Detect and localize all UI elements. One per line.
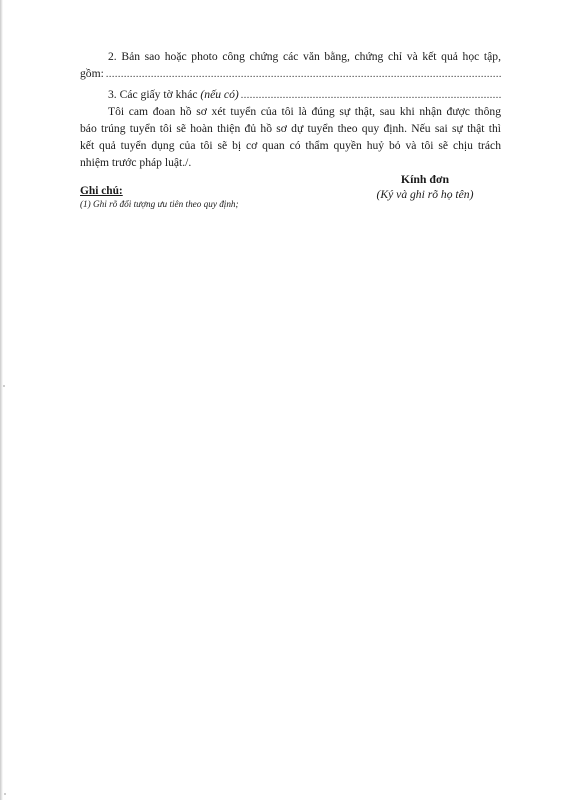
- item-3-lead: 3. Các giấy tờ khác: [108, 88, 198, 101]
- item-3-qualifier: (nếu có): [200, 88, 239, 101]
- fill-in-dots: [106, 66, 501, 83]
- declaration-line-2: báo trúng tuyển tôi sẽ hoàn thiện đủ hồ sơ dự tuyển theo quy định. Nếu sai sự thật thì: [80, 122, 501, 135]
- signature-instruction: (Ký và ghi rõ họ tên): [376, 188, 474, 201]
- item-3-line: [80, 86, 501, 104]
- item-2-line-2: [80, 65, 501, 83]
- scan-speck: [4, 793, 6, 795]
- declaration-line-4: nhiệm trước pháp luật./.: [80, 156, 192, 169]
- item-2-line-1: 2. Bản sao hoặc photo công chứng các văn bằng, chứng chỉ và kết quả học tập,: [108, 50, 501, 63]
- scan-edge-shadow: [0, 0, 3, 800]
- signature-block: [370, 171, 480, 203]
- signature-title: Kính đơn: [400, 172, 450, 186]
- note-item-1: (1) Ghi rõ đối tượng ưu tiên theo quy định;: [80, 199, 239, 209]
- fill-in-dots: [241, 87, 501, 104]
- declaration-line-1: Tôi cam đoan hồ sơ xét tuyển của tôi là đúng sự thật, sau khi nhận được thông: [108, 105, 501, 118]
- declaration-line-3: kết quả tuyển dụng của tôi sẽ bị cơ quan có thẩm quyền huỷ bỏ và tôi sẽ chịu trách: [80, 139, 501, 152]
- notes-title: Ghi chú:: [80, 185, 123, 197]
- item-2-lead: gồm:: [80, 67, 104, 80]
- scan-speck: [3, 385, 5, 387]
